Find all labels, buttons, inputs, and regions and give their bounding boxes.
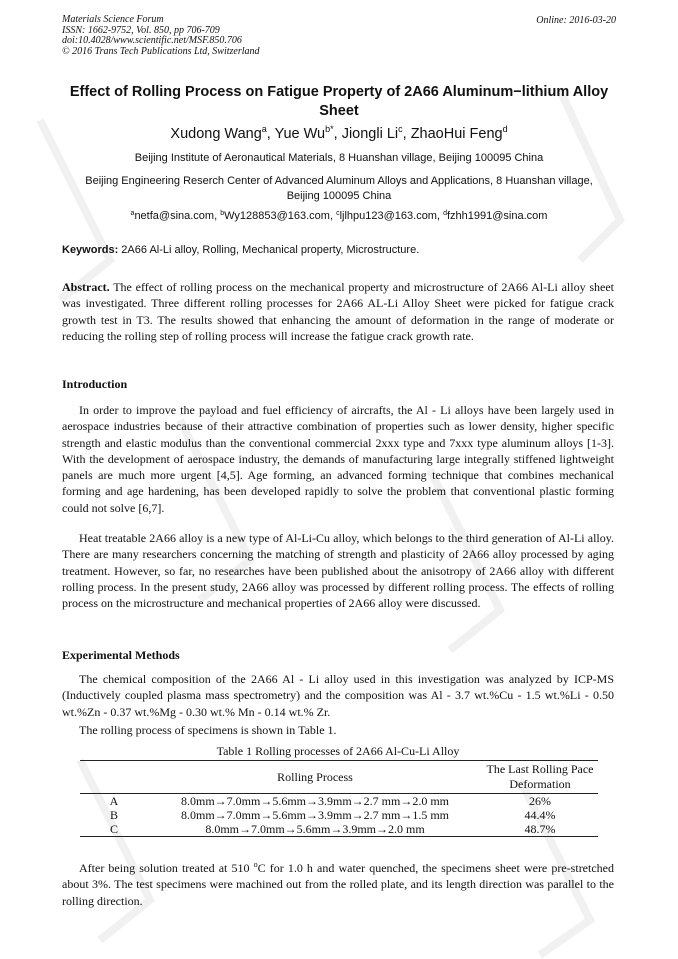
experimental-paragraph-2: The rolling process of specimens is shown in Table 1.: [79, 723, 337, 737]
doi-line: doi:10.4028/www.scientific.net/MSF.850.706: [62, 35, 242, 46]
keywords-label: Keywords:: [62, 244, 119, 256]
author: Jiongli Li$^c$,: [341, 124, 411, 142]
author: Xudong Wang$^a$,: [170, 124, 275, 142]
affiliation-1: Beijing Institute of Aeronautical Materials, 8 Huanshan village, Beijing 100095 China: [134, 152, 544, 164]
table-header-row: [80, 761, 598, 794]
rolling-process-table: [80, 760, 598, 837]
copyright-line: © 2016 Trans Tech Publications Ltd, Switzerland: [62, 45, 260, 57]
table-caption: Table 1 Rolling processes of 2A66 Al-Cu-Li Alloy: [216, 744, 460, 758]
paper-title: Effect of Rolling Process on Fatigue Property of 2A66 Aluminum−lithium Alloy Sheet: [69, 84, 609, 119]
table-row: [80, 808, 598, 822]
journal-name: Materials Science Forum: [62, 14, 164, 25]
abstract-label: Abstract.: [62, 280, 110, 294]
column-header-process: Rolling Process: [148, 761, 482, 794]
journal-header: [62, 15, 260, 57]
row-id: A: [109, 794, 119, 808]
table-row: [80, 794, 598, 809]
row-deformation: 44.4%: [524, 808, 556, 822]
section-heading-experimental: Experimental Methods: [62, 648, 180, 662]
affiliation-2: Beijing Engineering Reserch Center of Advanced Aluminum Alloys and Applications, 8 Huanshan village, Beijing 100095 China: [85, 175, 593, 202]
keywords: Keywords: 2A66 Al-Li alloy, Rolling, Mechanical property, Microstructure.: [62, 244, 420, 256]
section-heading-introduction: Introduction: [62, 377, 128, 391]
issn-line: ISSN: 1662-9752, Vol. 850, pp 706-709: [62, 24, 220, 36]
column-header-deformation: The Last Rolling Pace Deformation: [482, 761, 598, 794]
author: Yue $Wu^{b*}$,: [274, 124, 342, 142]
intro-paragraph-1: In order to improve the payload and fuel efficiency of aircrafts, the Al - Li alloys have been largely used in aerospace industries because of their attractive combination of properties such as lower density, higher specific strength and elastic modulus than the conventional commercial 2xxx type and 7xxx type aluminum alloys [1-3]. With the development of aerospace industry, the demands of manufacturing large integrally stiffened lightweight panels are much more urgent [4,5]. Age forming, an advanced forming technique that combines mechanical forming and age hardening, has been developed rapidly to solve the problem that conventional plastic forming could not solve [6,7].: [62, 403, 614, 515]
author-list: [62, 124, 616, 142]
intro-paragraph-2: Heat treatable 2A66 alloy is a new type of Al-Li-Cu alloy, which belongs to the third generation of Al-Li alloy. There are many researchers concerning the matching of strength and plasticity of 2A66 alloy processed by aging treatment. However, so far, no researches have been published about the anisotropy of 2A66 alloy with different rolling process. In the present study, 2A66 alloy was processed by different rolling process. The effects of rolling process on the microstructure and mechanical properties of 2A66 alloy were discussed.: [62, 531, 614, 611]
abstract: Abstract. The effect of rolling process on the mechanical property and microstructure of 2A66 Al-Li alloy sheet was investigated. Three different rolling processes for 2A66 AL-Li Alloy Sheet were picked for fatigue crack growth test in T3. The results showed that enhancing the amount of deformation in the range of moderate or reducing the rolling step of rolling process will increase the fatigue crack growth rate.: [62, 280, 614, 343]
table-row: [80, 822, 598, 837]
experimental-paragraph-1: The chemical composition of the 2A66 Al - Li alloy used in this investigation was analyzed by ICP-MS (Inductively coupled plasma mass spectrometry) and the composition was Al - 3.7 wt.%Cu - 1.5 wt.%Li - 0.50 wt.%Zn - 0.37 wt.%Mg - 0.30 wt.% Mn - 0.14 wt.% Zr.: [62, 672, 614, 719]
row-deformation: 26%: [529, 794, 551, 808]
row-id: C: [80, 822, 148, 837]
email-list: $^a$netfa@sina.com, $^b$Wy128853@163.com, $^c$ljlhpu123@163.com, $^d$fzhh1991@sina.com: [130, 210, 548, 222]
row-process: 8.0mm→7.0mm→5.6mm→3.9mm→2.7 mm→1.5 mm: [180, 808, 449, 822]
row-process: 8.0mm→7.0mm→5.6mm→3.9mm→2.0 mm: [148, 822, 482, 837]
row-id: B: [109, 808, 118, 822]
row-deformation: 48.7%: [482, 822, 598, 837]
experimental-paragraph-3: After being solution treated at 510 $^o$C for 1.0 h and water quenched, the specimens sheet were pre-stretched about 3%. The test specimens were machined out from the rolled plate, and its length direction was parallel to the rolling direction.: [62, 860, 614, 908]
online-date: Online: 2016-03-20: [536, 15, 616, 26]
author: ZhaoHui Feng$^d$: [410, 124, 508, 142]
row-process: 8.0mm→7.0mm→5.6mm→3.9mm→2.7 mm→2.0 mm: [180, 794, 449, 808]
column-header-id: [80, 761, 148, 794]
